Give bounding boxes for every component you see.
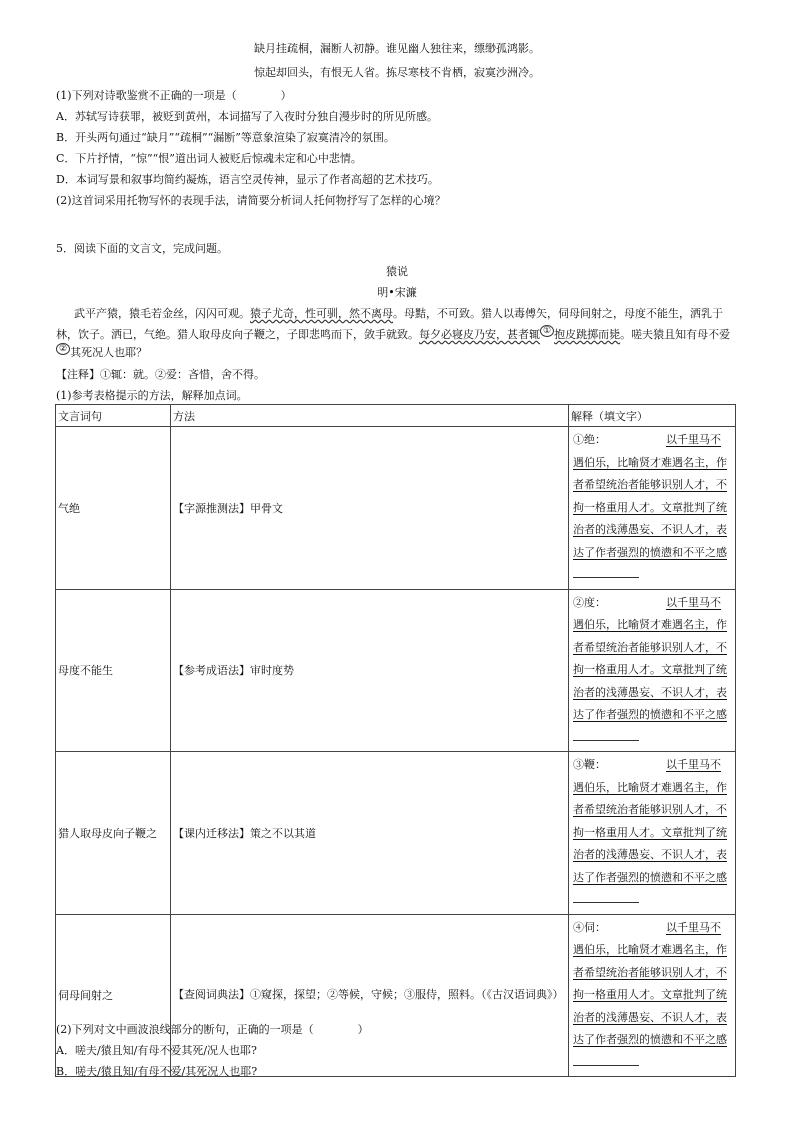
table-row	[56, 589, 736, 752]
passage-author: 明•宋濂	[377, 286, 417, 299]
table-header: 解释（填文字）	[569, 405, 736, 427]
answer-text: 以千里马不遇伯乐，比喻贤才难遇名主，作者希望统治者能够识别人才，不拘一格重用人才。文章批判了统治者的浅薄愚妄、不识人才，表达了作者强烈的愤懑和不平之感	[573, 433, 727, 559]
table-header: 方法	[171, 405, 569, 427]
phrase-cell: 气绝	[56, 427, 171, 590]
answer-cell	[569, 427, 736, 590]
passage-text: 其死况人也耶？	[70, 346, 148, 359]
table-header: 文言词句	[56, 405, 171, 427]
wavy-underlined-text: 抱皮跳掷而毙	[554, 328, 621, 341]
passage-line-1	[74, 305, 723, 321]
note-marker: ①	[540, 325, 554, 337]
passage-text: 林，饮子。洒已，	[56, 328, 144, 341]
passage-text: 气绝。猎人取母皮向子鞭之，子即悲鸣而下，敛手就致。	[144, 328, 419, 341]
answer-text: 以千里马不遇伯乐，比喻贤才难遇名主，作者希望统治者能够识别人才，不拘一格重用人才。文章批判了统治者的浅薄愚妄、不识人才，表达了作者强烈的愤懑和不平之感	[573, 920, 727, 1046]
table-row	[56, 427, 736, 590]
answer-key: ③鞭：	[573, 758, 606, 771]
q4-sub1: (1)下列对诗歌鉴赏不正确的一项是（ ）	[56, 89, 292, 102]
method-cell: 【字源推测法】甲骨文	[171, 427, 569, 590]
q4-option-b: B．开头两句通过“缺月”“疏桐”“漏断”等意象渲染了寂寞清冷的氛围。	[56, 131, 395, 144]
q5-sub2: (2)下列对文中画波浪线部分的断句，正确的一项是（ ）	[56, 1023, 369, 1036]
answer-key: ①绝：	[573, 433, 606, 446]
note-marker: ②	[56, 343, 70, 355]
phrase-cell: 伺母间射之	[56, 914, 171, 1077]
q5-option-b: B．嗟夫/猿且知/有母不爱/其死况人也耶?	[56, 1065, 258, 1078]
phrase-cell: 母度不能生	[56, 589, 171, 752]
table-row	[56, 752, 736, 915]
answer-key: ④伺：	[573, 920, 606, 934]
method-cell: 【参考成语法】审时度势	[171, 589, 569, 752]
passage-notes: 【注释】①辄：就。②爱：吝惜，舍不得。	[56, 368, 265, 381]
q5-sub1: (1)参考表格提示的方法，解释加点词。	[56, 389, 248, 402]
method-cell: 【课内迁移法】策之不以其道	[171, 752, 569, 915]
passage-text: 伺母间射之，母度不能生，洒乳于	[558, 307, 723, 320]
answer-text: 以千里马不遇伯乐，比喻贤才难遇名主，作者希望统治者能够识别人才，不拘一格重用人才。文章批判了统治者的浅薄愚妄、不识人才，表达了作者强烈的愤懑和不平之感	[573, 595, 727, 721]
q4-option-d: D．本词写景和叙事均简约凝炼，语言空灵传神，显示了作者高超的艺术技巧。	[56, 173, 439, 186]
passage-text: 武平产猿，猿毛若金丝，闪闪可观。	[74, 307, 250, 320]
q4-sub2: (2)这首词采用托物写怀的表现手法，请简要分析词人托何物抒写了怎样的心境？	[56, 194, 446, 207]
passage-text: 。母黠，不可致。猎人以毒傅矢，	[393, 307, 558, 320]
explanation-table	[55, 404, 736, 1077]
passage-text: 。嗟夫猿且知有母不爱	[620, 328, 731, 341]
passage-line-2	[56, 326, 730, 342]
answer-cell	[569, 589, 736, 752]
q4-option-a: A．苏轼写诗获罪，被贬到黄州，本词描写了入夜时分独自漫步时的所见所感。	[56, 110, 438, 123]
answer-key: ②度：	[573, 595, 606, 609]
phrase-cell: 猎人取母皮向子鞭之	[56, 752, 171, 915]
answer-cell	[569, 914, 736, 1077]
poem-line-1: 缺月挂疏桐，漏断人初静。谁见幽人独往来，缥缈孤鸿影。	[254, 42, 540, 55]
method-cell: 【查阅词典法】①窥探，探望；②等候，守候；③服侍，照料。（《古汉语词典》）	[171, 914, 569, 1077]
passage-line-3	[56, 344, 147, 360]
answer-text: 以千里马不遇伯乐，比喻贤才难遇名主，作者希望统治者能够识别人才，不拘一格重用人才。文章批判了统治者的浅薄愚妄、不识人才，表达了作者强烈的愤懑和不平之感	[573, 758, 727, 884]
answer-cell	[569, 752, 736, 915]
table-header-row	[56, 405, 736, 427]
poem-line-2: 惊起却回头，有恨无人省。拣尽寒枝不肯栖，寂寞沙洲冷。	[254, 66, 540, 79]
wavy-underlined-text: 猿子尤奇，性可驯，然不离母	[250, 307, 393, 320]
q5-option-a: A．嗟夫/猿且知/有母不爱其死/况人也耶?	[56, 1044, 257, 1057]
wavy-underlined-text: 每夕必寝皮乃安，甚者辄	[419, 328, 540, 341]
q4-option-c: C．下片抒情，“惊”“恨”道出词人被贬后惊魂未定和心中悲情。	[56, 152, 362, 165]
q5-intro: 5．阅读下面的文言文，完成问题。	[56, 242, 228, 255]
passage-title: 猿说	[386, 265, 408, 278]
